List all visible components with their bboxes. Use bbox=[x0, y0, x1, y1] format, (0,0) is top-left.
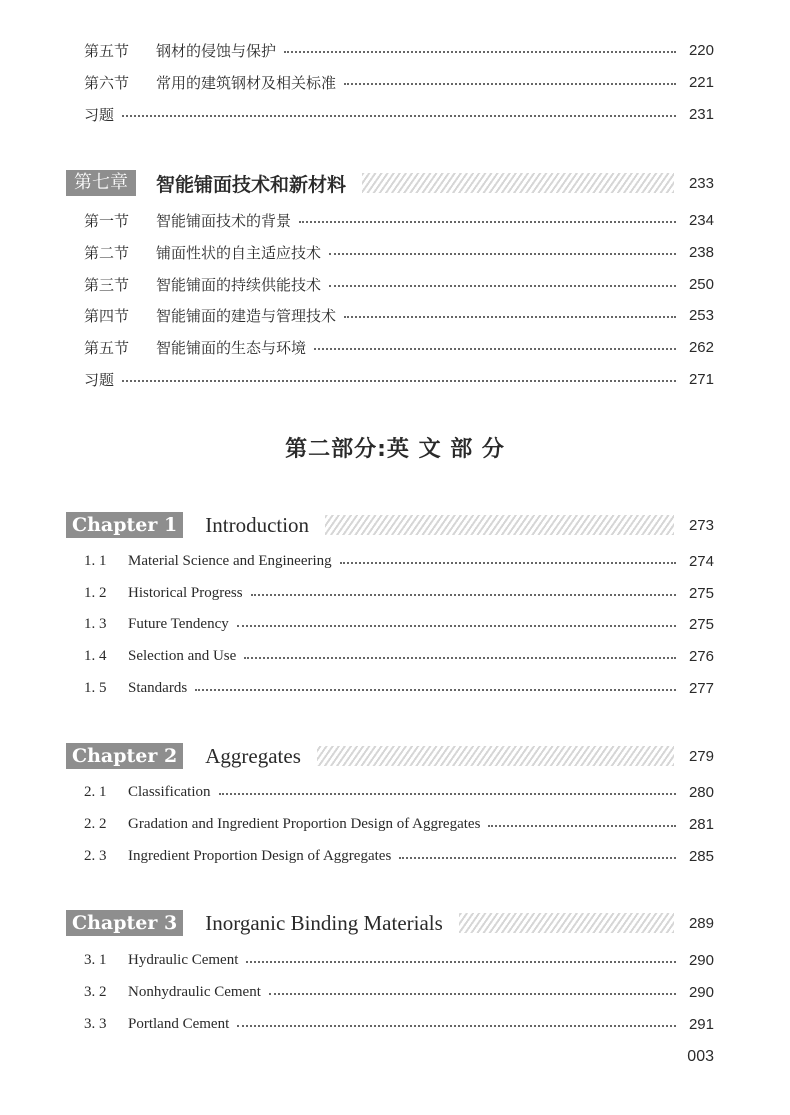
page-number: 262 bbox=[688, 338, 714, 356]
section-number: 2. 2 bbox=[84, 815, 107, 832]
hatch-bar bbox=[459, 913, 674, 933]
hatch-bar bbox=[317, 746, 674, 766]
chapter-label: Chapter 2 bbox=[66, 743, 183, 769]
toc-entry bbox=[84, 366, 714, 392]
dot-leader bbox=[244, 657, 676, 659]
hatch-bar bbox=[325, 515, 674, 535]
dot-leader bbox=[488, 825, 676, 827]
folio-page-number: 003 bbox=[687, 1048, 714, 1065]
dot-leader bbox=[237, 625, 676, 627]
page-number: 289 bbox=[688, 914, 714, 932]
section-title: Portland Cement bbox=[128, 1015, 230, 1032]
toc-entry bbox=[84, 271, 714, 297]
dot-leader bbox=[344, 316, 676, 318]
toc-entry bbox=[84, 611, 714, 637]
dot-leader bbox=[246, 961, 676, 963]
chapter-title: Aggregates bbox=[205, 743, 301, 768]
page-number: 279 bbox=[688, 747, 714, 765]
page-number: 234 bbox=[688, 211, 714, 229]
dot-leader bbox=[329, 253, 676, 255]
section-number: 第二节 bbox=[84, 243, 130, 262]
toc-entry bbox=[84, 334, 714, 360]
chapter-label: Chapter 3 bbox=[66, 910, 183, 936]
dot-leader bbox=[340, 562, 676, 564]
chapter-title: 智能铺面技术和新材料 bbox=[156, 173, 347, 196]
dot-leader bbox=[314, 348, 676, 350]
section-title: 习题 bbox=[84, 370, 115, 389]
section-number: 1. 4 bbox=[84, 647, 107, 664]
section-title: 铺面性状的自主适应技术 bbox=[156, 243, 322, 262]
dot-leader bbox=[399, 857, 676, 859]
section-title: Classification bbox=[128, 783, 211, 800]
chapter-heading bbox=[66, 168, 714, 198]
dot-leader bbox=[299, 221, 676, 223]
page-number: 274 bbox=[688, 552, 714, 570]
chapter-title: Introduction bbox=[205, 512, 310, 537]
section-title: Gradation and Ingredient Proportion Design of Aggregates bbox=[128, 815, 481, 832]
section-title: Standards bbox=[128, 679, 188, 696]
chapter-heading bbox=[66, 741, 714, 771]
section-number: 1. 3 bbox=[84, 615, 107, 632]
section-title: 智能铺面的持续供能技术 bbox=[156, 275, 322, 294]
dot-leader bbox=[329, 285, 676, 287]
section-number: 1. 5 bbox=[84, 679, 107, 696]
page-number: 280 bbox=[688, 783, 714, 801]
toc-entry bbox=[84, 979, 714, 1005]
section-number: 2. 1 bbox=[84, 783, 107, 800]
page-number: 233 bbox=[688, 174, 714, 192]
page-number: 291 bbox=[688, 1015, 714, 1033]
dot-leader bbox=[251, 594, 676, 596]
toc-entry bbox=[84, 1011, 714, 1037]
section-title: Ingredient Proportion Design of Aggregates bbox=[128, 847, 392, 864]
toc-entry bbox=[84, 643, 714, 669]
page-number: 250 bbox=[688, 275, 714, 293]
page-number: 238 bbox=[688, 243, 714, 261]
section-number: 第五节 bbox=[84, 41, 130, 60]
toc-entry bbox=[84, 302, 714, 328]
section-title: Nonhydraulic Cement bbox=[128, 983, 261, 1000]
dot-leader bbox=[122, 115, 676, 117]
dot-leader bbox=[195, 689, 676, 691]
section-number: 3. 1 bbox=[84, 951, 107, 968]
toc-entry bbox=[84, 843, 714, 869]
toc-entry bbox=[84, 675, 714, 701]
page-number: 273 bbox=[688, 516, 714, 534]
page-number: 231 bbox=[688, 105, 714, 123]
section-number: 第一节 bbox=[84, 211, 130, 230]
page-number: 271 bbox=[688, 370, 714, 388]
section-title: Future Tendency bbox=[128, 615, 229, 632]
section-title: Material Science and Engineering bbox=[128, 552, 332, 569]
page-number: 285 bbox=[688, 847, 714, 865]
section-title: 常用的建筑钢材及相关标准 bbox=[156, 73, 337, 92]
chapter-heading bbox=[66, 510, 714, 540]
toc-entry bbox=[84, 69, 714, 95]
section-number: 1. 1 bbox=[84, 552, 107, 569]
section-number: 1. 2 bbox=[84, 584, 107, 601]
page-number: 253 bbox=[688, 306, 714, 324]
section-number: 3. 2 bbox=[84, 983, 107, 1000]
chapter-title: Inorganic Binding Materials bbox=[205, 910, 443, 935]
chapter-label: Chapter 1 bbox=[66, 512, 183, 538]
section-title: Hydraulic Cement bbox=[128, 951, 239, 968]
section-number: 第六节 bbox=[84, 73, 130, 92]
section-number: 第五节 bbox=[84, 338, 130, 357]
toc-entry bbox=[84, 548, 714, 574]
page-number: 290 bbox=[688, 951, 714, 969]
chapter-label: 第七章 bbox=[66, 170, 136, 196]
section-number: 3. 3 bbox=[84, 1015, 107, 1032]
toc-entry bbox=[84, 811, 714, 837]
part-title: 第二部分:英 文 部 分 bbox=[285, 437, 505, 462]
toc-entry bbox=[84, 207, 714, 233]
page-number: 281 bbox=[688, 815, 714, 833]
section-title: 智能铺面的生态与环境 bbox=[156, 338, 307, 357]
hatch-bar bbox=[362, 173, 674, 193]
section-title: 智能铺面技术的背景 bbox=[156, 211, 292, 230]
page-number: 276 bbox=[688, 647, 714, 665]
dot-leader bbox=[269, 993, 676, 995]
chapter-heading bbox=[66, 908, 714, 938]
section-number: 第三节 bbox=[84, 275, 130, 294]
section-title: Historical Progress bbox=[128, 584, 243, 601]
section-number: 2. 3 bbox=[84, 847, 107, 864]
dot-leader bbox=[122, 380, 676, 382]
page-number: 275 bbox=[688, 615, 714, 633]
toc-entry bbox=[84, 580, 714, 606]
section-title: 习题 bbox=[84, 105, 115, 124]
toc-entry bbox=[84, 947, 714, 973]
dot-leader bbox=[237, 1025, 676, 1027]
section-number: 第四节 bbox=[84, 306, 130, 325]
page-number: 221 bbox=[688, 73, 714, 91]
toc-entry bbox=[84, 239, 714, 265]
toc-entry bbox=[84, 101, 714, 127]
section-title: 智能铺面的建造与管理技术 bbox=[156, 306, 337, 325]
page-number: 275 bbox=[688, 584, 714, 602]
dot-leader bbox=[219, 793, 677, 795]
page-number: 290 bbox=[688, 983, 714, 1001]
page-number: 220 bbox=[688, 41, 714, 59]
dot-leader bbox=[344, 83, 676, 85]
dot-leader bbox=[284, 51, 676, 53]
toc-entry bbox=[84, 779, 714, 805]
page-number: 277 bbox=[688, 679, 714, 697]
section-title: 钢材的侵蚀与保护 bbox=[156, 41, 277, 60]
toc-entry bbox=[84, 37, 714, 63]
section-title: Selection and Use bbox=[128, 647, 237, 664]
